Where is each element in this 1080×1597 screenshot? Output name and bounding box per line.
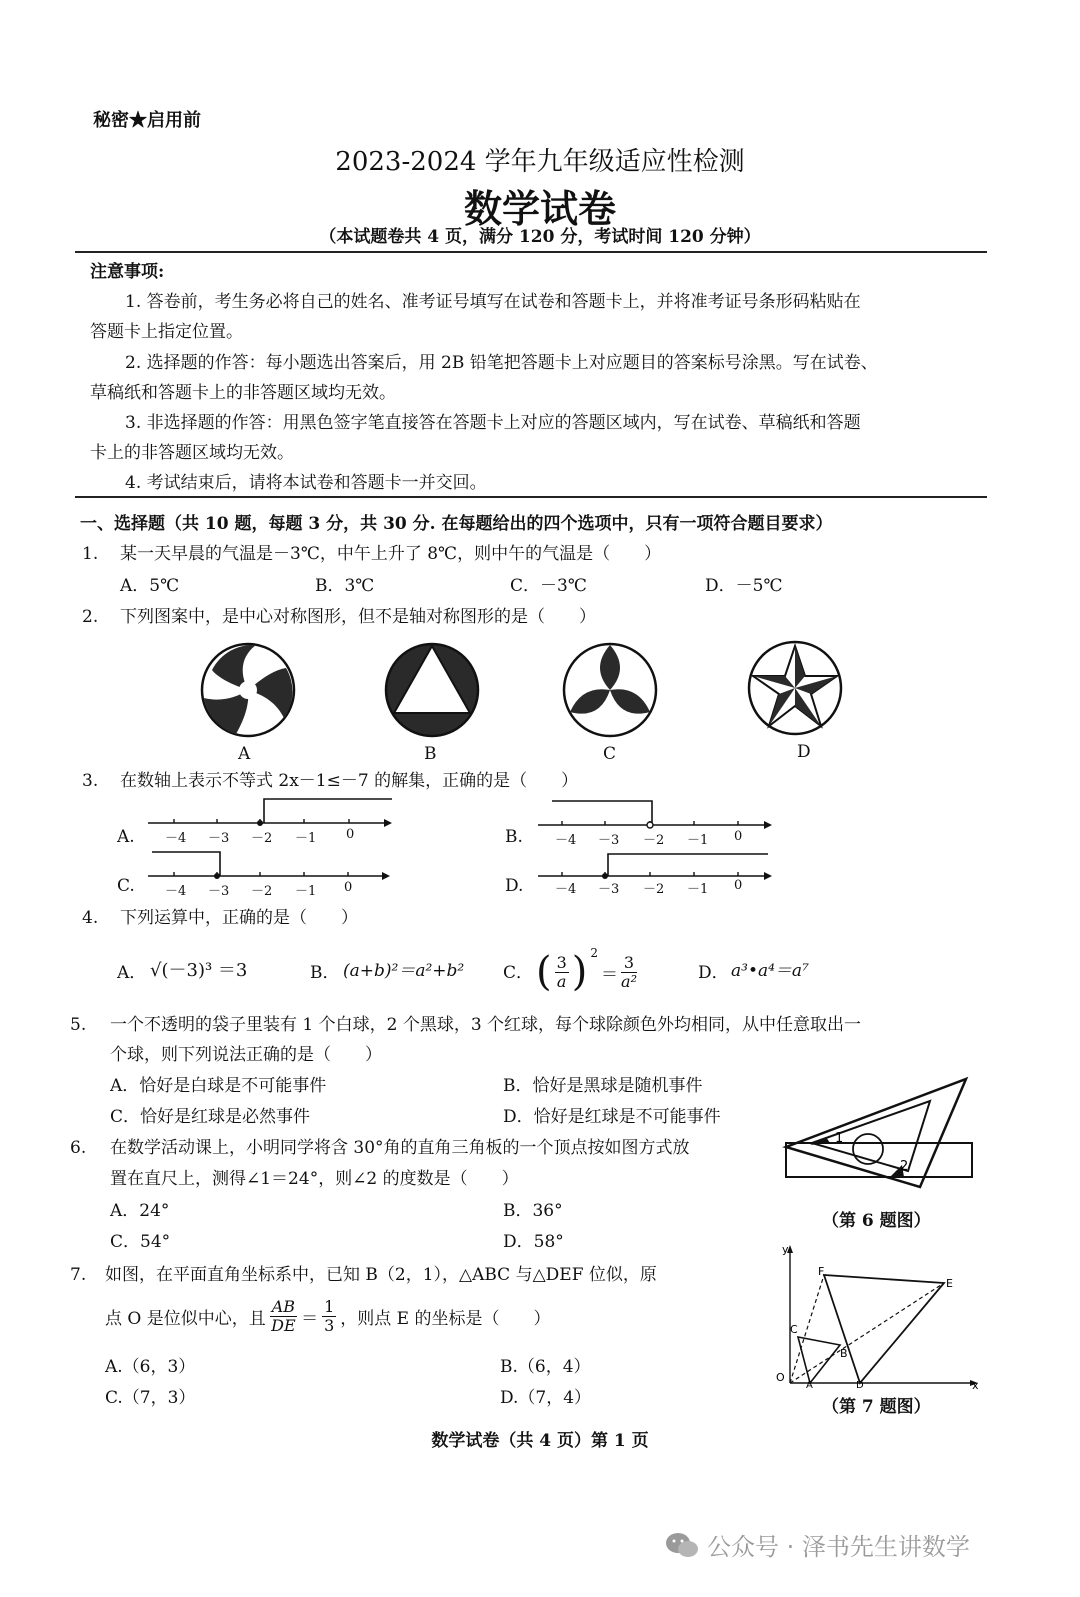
notice-line: 2. 选择题的作答：每小题选出答案后，用 2B 铅笔把答题卡上对应题目的答案标号涂黑。写在试卷、 [125,353,878,373]
option-c: C．－3℃ [510,576,587,596]
frac-numerator: AB [271,1296,296,1316]
subject-title: 数学试卷 [463,187,616,231]
notice-line: 卡上的非答题区域均无效。 [90,443,294,463]
option-b: B．36° [503,1201,563,1221]
tick-label: －1 [687,833,709,848]
option-b: B．3℃ [315,576,375,596]
option-d-expr: a³•a⁴＝a⁷ [731,961,809,981]
question-stem: 点 O 是位似中心，且 [105,1308,266,1329]
option-c: C．54° [110,1232,171,1252]
question-number: 1. [82,544,99,564]
tick-label: －3 [208,884,230,899]
question-number: 3. [82,771,99,791]
divider-top [75,251,987,253]
figure-label: D [797,742,811,762]
frac-denominator: 3 [324,1315,335,1335]
notice-heading: 注意事项: [90,262,165,282]
tick-label: －2 [643,833,665,848]
figure-label: B [424,744,437,764]
option-c: C. [117,876,135,896]
tick-label: －4 [555,833,577,848]
option-c: C． [503,963,534,983]
figure-a [198,640,298,740]
option-a: A． [117,963,147,983]
tick-label: 0 [344,880,353,895]
tick-label: －2 [643,882,665,897]
frac-numerator: 3 [621,954,637,973]
x-axis-label: x [972,1379,979,1392]
option-a: A．恰好是白球是不可能事件 [110,1076,327,1096]
figure-d [745,638,845,738]
tick-label: －4 [555,882,577,897]
exam-info: （本试题卷共 4 页，满分 120 分，考试时间 120 分钟） [319,227,761,247]
tick-label: 0 [734,829,743,844]
notice-line: 草稿纸和答题卡上的非答题区域均无效。 [90,383,396,403]
angle-2-label: 2 [900,1159,909,1174]
option-a: A．5℃ [120,576,180,596]
question-stem: 个球，则下列说法正确的是（ ） [110,1045,382,1065]
option-a: A．24° [110,1201,170,1221]
figure-caption: （第 7 题图） [822,1397,931,1417]
option-d: D．恰好是红球是不可能事件 [503,1107,721,1127]
option-d: D. [505,876,524,896]
equals-sign: ＝ [601,964,619,985]
frac-numerator: 1 [324,1296,335,1316]
option-d: D．58° [503,1232,564,1252]
question-stem: 某一天早晨的气温是－3℃，中午上升了 8℃，则中午的气温是（ ） [120,544,662,564]
question-stem: 在数轴上表示不等式 2x－1≤－7 的解集，正确的是（ ） [120,771,579,791]
tick-label: －3 [598,882,620,897]
question-number: 4. [82,908,99,928]
point-o-label: O [776,1371,785,1384]
tick-label: －2 [251,884,273,899]
option-c: C.（7，3） [105,1388,196,1408]
y-axis-label: y [782,1243,789,1256]
figure-c [560,640,660,740]
frac-denominator: a² [621,971,637,991]
tick-label: －1 [295,831,317,846]
option-b: B.（6，4） [500,1357,591,1377]
tick-label: －2 [251,831,273,846]
question-number: 7. [70,1265,87,1285]
frac-denominator: DE [271,1315,296,1335]
option-d: D.（7，4） [500,1388,592,1408]
question-number: 5. [70,1015,87,1035]
frac-denominator: a [556,971,567,991]
point-f-label: F [818,1265,825,1278]
notice-line: 4. 考试结束后，请将本试卷和答题卡一并交回。 [125,473,487,493]
tick-label: －3 [598,833,620,848]
option-c-expr: ( $\frac{3}{a}$ ) $^2$ ＝ $\frac{3}{\text{a²}}$ [536,946,637,995]
point-e-label: E [946,1277,953,1290]
question-number: 6. [70,1138,87,1158]
question-stem: 如图，在平面直角坐标系中，已知 B（2，1），△ABC 与△DEF 位似，原 [105,1265,657,1285]
tick-label: －1 [687,882,709,897]
page-footer: 数学试卷（共 4 页）第 1 页 [431,1431,649,1451]
question-number: 2. [82,607,99,627]
tick-label: －4 [165,831,187,846]
angle-1-label: 1 [835,1131,844,1146]
tick-label: 0 [734,878,743,893]
figure-label: A [238,744,251,764]
watermark-text: 公众号 · 泽书先生讲数学 [707,1533,970,1561]
figure-label: C [603,744,617,764]
q6-figure [780,1075,980,1190]
question-stem: 在数学活动课上，小明同学将含 30°角的直角三角板的一个顶点按如图方式放 [110,1138,690,1158]
figure-caption: （第 6 题图） [822,1211,931,1231]
option-b: B. [505,827,523,847]
frac-numerator: 3 [556,952,567,972]
question-stem: 下列图案中，是中心对称图形，但不是轴对称图形的是（ ） [120,607,596,627]
option-a: A.（6，3） [105,1357,196,1377]
watermark [665,1527,970,1562]
option-c: C．恰好是红球是必然事件 [110,1107,311,1127]
tick-label: －3 [208,831,230,846]
q7-figure [768,1245,983,1390]
section-heading: 一、选择题（共 10 题，每题 3 分，共 30 分. 在每题给出的四个选项中，只有一项符合题目要求） [80,514,833,534]
point-a-label: A [806,1380,813,1391]
divider-bottom [75,496,987,498]
notice-line: 1. 答卷前，考生务必将自己的姓名、准考证号填写在试卷和答题卡上，并将准考证号条形码粘贴在 [125,292,861,312]
question-stem: 一个不透明的袋子里装有 1 个白球，2 个黑球，3 个红球，每个球除颜色外均相同，从中任意取出一 [110,1015,862,1035]
question-stem-line [105,1290,550,1342]
notice-line: 3. 非选择题的作答：用黑色签字笔直接答在答题卡上对应的答题区域内，写在试卷、草稿纸和答题 [125,413,861,433]
option-a-expr: √(－3)³ ＝3 [150,960,248,981]
tick-label: －4 [165,884,187,899]
equals-sign: ＝ [301,1308,319,1329]
option-d: D． [698,963,729,983]
wechat-icon [665,1531,699,1559]
tick-label: －1 [295,884,317,899]
exponent: 2 [590,946,599,960]
point-b-label: B [840,1347,848,1360]
option-b-expr: (a+b)²＝a²+b² [343,961,465,981]
question-stem: ，则点 E 的坐标是（ ） [340,1308,551,1329]
tick-label: 0 [346,827,355,842]
notice-line: 答题卡上指定位置。 [90,322,243,342]
secret-label: 秘密★启用前 [93,110,201,131]
exam-title: 2023-2024 学年九年级适应性检测 [335,147,745,177]
question-stem: 下列运算中，正确的是（ ） [120,908,358,928]
option-d: D．－5℃ [705,576,783,596]
point-c-label: C [790,1323,798,1336]
point-d-label: D [856,1380,864,1391]
option-a: A. [117,827,135,847]
question-stem: 置在直尺上，测得∠1＝24°，则∠2 的度数是（ ） [110,1169,519,1189]
option-b: B． [310,963,340,983]
figure-b [382,640,482,740]
option-b: B．恰好是黑球是随机事件 [503,1076,703,1096]
